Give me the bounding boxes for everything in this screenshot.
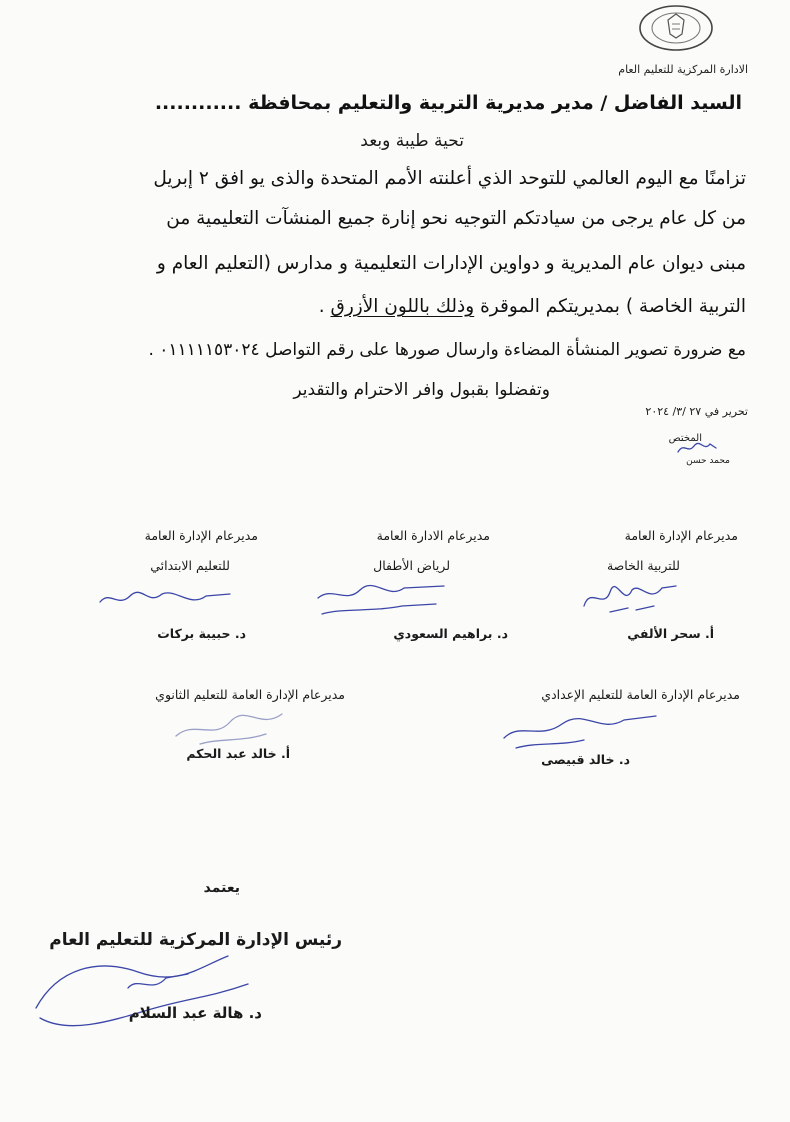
specialist-label: المختص <box>668 433 702 444</box>
body-line: من كل عام يرجى من سيادتكم التوجيه نحو إنارة جميع المنشآت التعليمية من <box>166 208 746 229</box>
signatory-department: للتعليم الابتدائي <box>150 558 230 573</box>
addressee-line: السيد الفاضل / مدير مديرية التربية والتعليم بمحافظة ............ <box>154 92 742 114</box>
issuer-department: الادارة المركزية للتعليم العام <box>618 63 748 76</box>
signature-mark <box>96 584 236 614</box>
signature-mark <box>500 708 660 752</box>
signatory-title: مديرعام الادارة العامة <box>376 528 490 543</box>
approver-name: د. هالة عبد السلام <box>128 1004 262 1022</box>
body-line <box>319 296 746 317</box>
signatory-title: مديرعام الإدارة العامة <box>144 528 258 543</box>
signature-mark <box>170 700 290 750</box>
signatory-name: د. خالد قبيصى <box>541 752 630 767</box>
body-text: التربية الخاصة ) بمديريتكم الموقرة <box>474 296 746 317</box>
signatory-title: مديرعام الإدارة العامة للتعليم الإعدادي <box>541 687 740 702</box>
approver-signature <box>28 948 258 1038</box>
approval-label: يعتمد <box>203 880 240 896</box>
signatory-title: مديرعام الإدارة العامة للتعليم الثانوي <box>155 687 345 702</box>
highlighted-instruction: وذلك باللون الأزرق <box>330 296 475 317</box>
greeting: تحية طيبة وبعد <box>360 131 464 151</box>
signatory-title: مديرعام الإدارة العامة <box>624 528 738 543</box>
body-line: تزامنًا مع اليوم العالمي للتوحد الذي أعلنته الأمم المتحدة والذى يو افق ٢ إبريل <box>153 168 746 189</box>
body-text: . <box>318 296 331 317</box>
signatory-name: أ. خالد عبد الحكم <box>186 746 290 761</box>
ministry-emblem-icon <box>636 2 716 54</box>
signatory-department: للتربية الخاصة <box>606 558 680 573</box>
signature-mark <box>580 578 690 618</box>
signatory-name: د. حبيبة بركات <box>157 626 246 641</box>
body-line: مبنى ديوان عام المديرية و دواوين الإدارات التعليمية و مدارس (التعليم العام و <box>156 253 746 274</box>
signatory-name: د. براهيم السعودي <box>393 626 508 641</box>
contact-instruction: مع ضرورة تصوير المنشأة المضاءة وارسال صورها على رقم التواصل ٠١١١١١٥٣٠٢٤ . <box>148 340 746 360</box>
specialist-signature <box>676 440 718 456</box>
approver-title: رئيس الإدارة المركزية للتعليم العام <box>49 930 342 950</box>
signatory-name: أ. سحر الألفي <box>627 626 714 641</box>
signatory-department: لرياض الأطفال <box>373 558 450 573</box>
specialist-name: محمد حسن <box>686 456 730 466</box>
closing-line: وتفضلوا بقبول وافر الاحترام والتقدير <box>293 380 550 400</box>
signature-mark <box>312 578 452 620</box>
drafted-date: تحرير في ٢٧ /٣/ ٢٠٢٤ <box>645 405 748 418</box>
